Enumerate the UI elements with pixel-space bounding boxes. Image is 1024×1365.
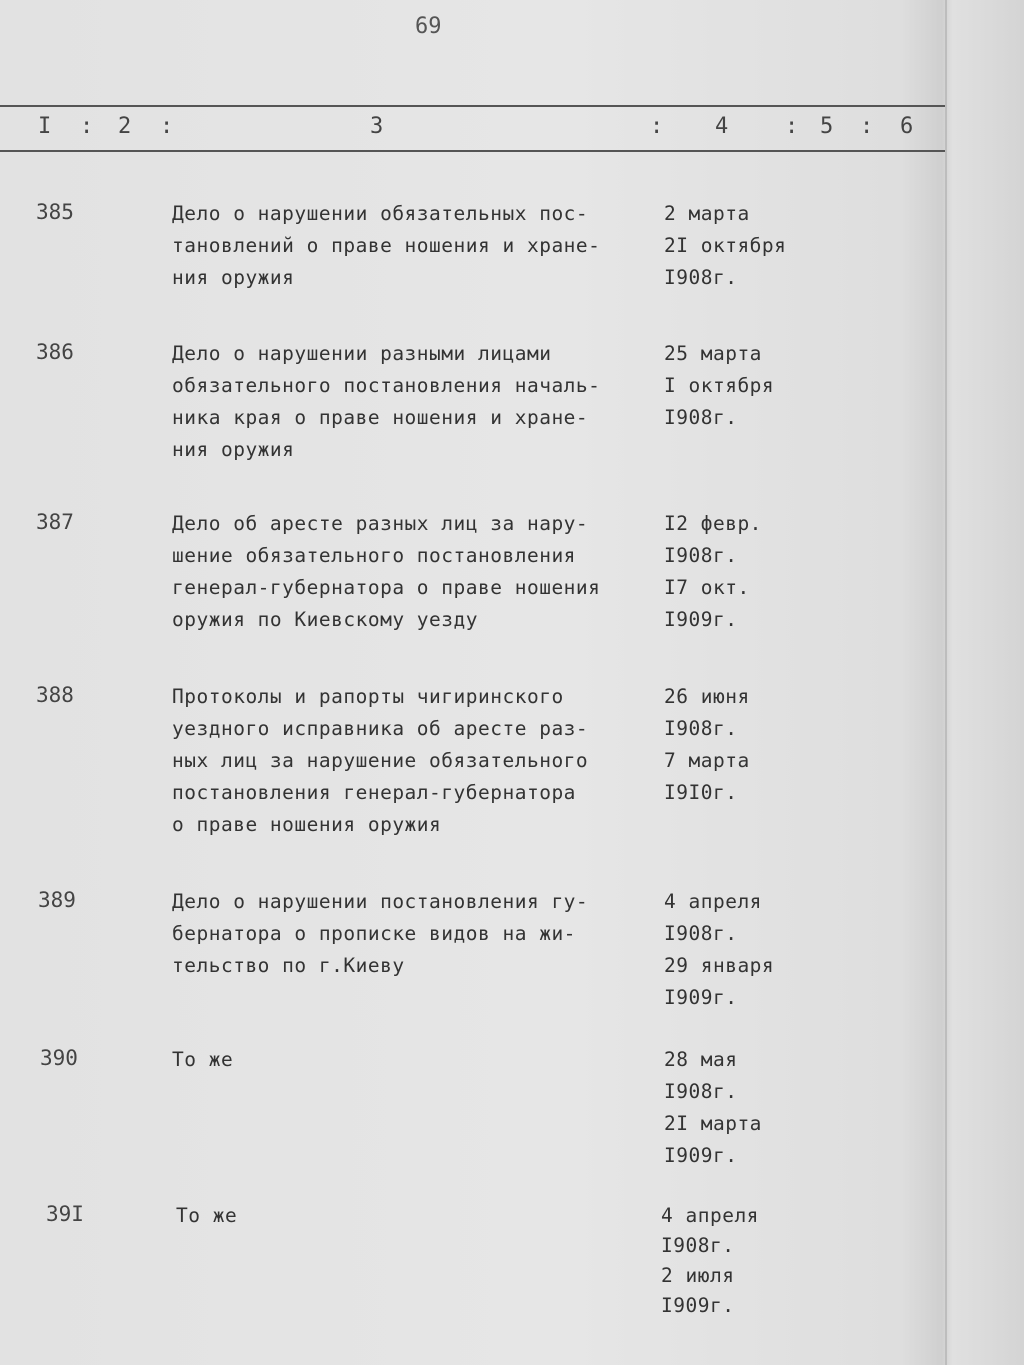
record-date-line: I909г. <box>661 1294 735 1317</box>
column-header-1: I <box>38 114 52 139</box>
record-date-line: I908г. <box>664 922 738 945</box>
record-date-line: 2 июля <box>661 1264 735 1287</box>
record-title-line: шение обязательного постановления <box>172 544 576 567</box>
record-date-line: 25 марта <box>664 342 762 365</box>
record-date-line: 29 января <box>664 954 775 977</box>
record-title-line: тельство по г.Киеву <box>172 954 405 977</box>
record-title-line: Дело об аресте разных лиц за нару- <box>172 512 589 535</box>
record-number: 388 <box>36 683 74 707</box>
record-date-line: I908г. <box>664 406 738 429</box>
record-number: 385 <box>36 200 74 224</box>
record-date-line: I908г. <box>661 1234 735 1257</box>
record-date-line: 2 марта <box>664 202 750 225</box>
record-date-line: 4 апреля <box>664 890 762 913</box>
page-number: 69 <box>415 14 442 39</box>
record-title-line: уездного исправника об аресте раз- <box>172 717 589 740</box>
column-separator: : <box>160 114 174 139</box>
record-number: 39I <box>46 1202 84 1226</box>
record-date-line: I908г. <box>664 1080 738 1103</box>
record-date-line: 4 апреля <box>661 1204 759 1227</box>
record-title-line: ния оружия <box>172 266 295 289</box>
record-date-line: I909г. <box>664 1144 738 1167</box>
record-number: 386 <box>36 340 74 364</box>
record-date-line: I7 окт. <box>664 576 750 599</box>
record-number: 389 <box>38 888 76 912</box>
record-title-line: тановлений о праве ношения и хране- <box>172 234 601 257</box>
record-date-line: I908г. <box>664 266 738 289</box>
record-title-line: Дело о нарушении обязательных пос- <box>172 202 589 225</box>
record-title-line: То же <box>176 1204 238 1227</box>
column-separator: : <box>785 114 799 139</box>
record-date-line: I октября <box>664 374 775 397</box>
column-header-5: 5 <box>820 114 834 139</box>
column-separator: : <box>80 114 94 139</box>
header-bottom-rule <box>0 150 945 152</box>
record-title-line: постановления генерал-губернатора <box>172 781 576 804</box>
record-title-line: Протоколы и рапорты чигиринского <box>172 685 564 708</box>
record-date-line: I909г. <box>664 608 738 631</box>
record-title-line: Дело о нарушении разными лицами <box>172 342 552 365</box>
column-separator: : <box>650 114 664 139</box>
record-date-line: 2I октября <box>664 234 787 257</box>
column-header-3: 3 <box>370 114 384 139</box>
record-date-line: 7 марта <box>664 749 750 772</box>
record-title-line: о праве ношения оружия <box>172 813 442 836</box>
record-title-line: обязательного постановления началь- <box>172 374 601 397</box>
record-date-line: 28 мая <box>664 1048 738 1071</box>
record-date-line: I908г. <box>664 544 738 567</box>
column-header-6: 6 <box>900 114 914 139</box>
record-date-line: I2 февр. <box>664 512 762 535</box>
record-date-line: 26 июня <box>664 685 750 708</box>
column-header-2: 2 <box>118 114 132 139</box>
header-top-rule <box>0 105 945 107</box>
record-title-line: ных лиц за нарушение обязательного <box>172 749 589 772</box>
record-title-line: ника края о праве ношения и хране- <box>172 406 589 429</box>
record-date-line: 2I марта <box>664 1112 762 1135</box>
record-title-line: Дело о нарушении постановления гу- <box>172 890 589 913</box>
record-title-line: То же <box>172 1048 234 1071</box>
record-title-line: бернатора о прописке видов на жи- <box>172 922 576 945</box>
record-title-line: генерал-губернатора о праве ношения <box>172 576 601 599</box>
record-number: 387 <box>36 510 74 534</box>
record-date-line: I909г. <box>664 986 738 1009</box>
page-edge <box>945 0 947 1365</box>
record-date-line: I908г. <box>664 717 738 740</box>
record-title-line: оружия по Киевскому уезду <box>172 608 478 631</box>
record-title-line: ния оружия <box>172 438 295 461</box>
record-number: 390 <box>40 1046 78 1070</box>
column-header-4: 4 <box>715 114 729 139</box>
record-date-line: I9I0г. <box>664 781 738 804</box>
column-separator: : <box>860 114 874 139</box>
